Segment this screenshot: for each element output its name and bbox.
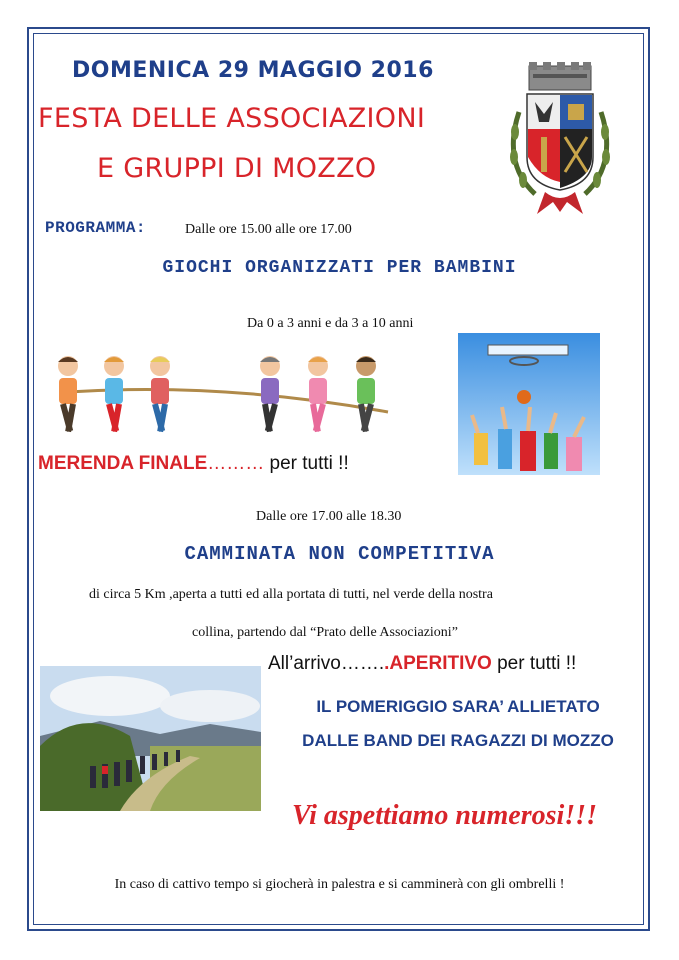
afternoon-line-1: IL POMERIGGIO SARA’ ALLIETATO <box>316 697 600 716</box>
tug-of-war-image <box>48 352 398 437</box>
event-date: DOMENICA 29 MAGGIO 2016 <box>72 58 434 83</box>
walk-description-line-1: di circa 5 Km ,aperta a tutti ed alla portata di tutti, nel verde della nostra <box>89 587 493 602</box>
time-slot-2: Dalle ore 17.00 alle 18.30 <box>256 509 402 524</box>
merenda-label: MERENDA FINALE <box>38 453 208 474</box>
merenda-rest: per tutti !! <box>264 453 349 474</box>
title-line-2: E GRUPPI DI MOZZO <box>97 153 377 184</box>
title-line-1: FESTA DELLE ASSOCIAZIONI <box>38 103 426 134</box>
aperitivo-label: .APERITIVO <box>384 653 492 674</box>
hiking-group-image <box>40 666 261 811</box>
closing-message: Vi aspettiamo numerosi!!! <box>292 800 597 831</box>
basketball-kids-image <box>458 333 600 475</box>
coat-of-arms-image <box>505 62 615 217</box>
time-slot-1: Dalle ore 15.00 alle ore 17.00 <box>185 222 352 237</box>
arrivo-line <box>268 653 576 675</box>
program-label: PROGRAMMA: <box>45 219 147 237</box>
activity-2-heading: CAMMINATA NON COMPETITIVA <box>184 543 495 565</box>
activity-1-heading: GIOCHI ORGANIZZATI PER BAMBINI <box>162 258 517 278</box>
merenda-line <box>38 453 349 475</box>
arrivo-prefix: All’arrivo……. <box>268 653 385 674</box>
arrivo-suffix: per tutti !! <box>491 653 577 674</box>
age-range: Da 0 a 3 anni e da 3 a 10 anni <box>247 316 414 331</box>
footer-note: In caso di cattivo tempo si giocherà in palestra e si camminerà con gli ombrelli ! <box>114 877 565 892</box>
afternoon-line-2: DALLE BAND DEI RAGAZZI DI MOZZO <box>302 731 614 750</box>
walk-description-line-2: collina, partendo dal “Prato delle Associazioni” <box>192 625 458 640</box>
merenda-dots: ……… <box>207 453 265 474</box>
